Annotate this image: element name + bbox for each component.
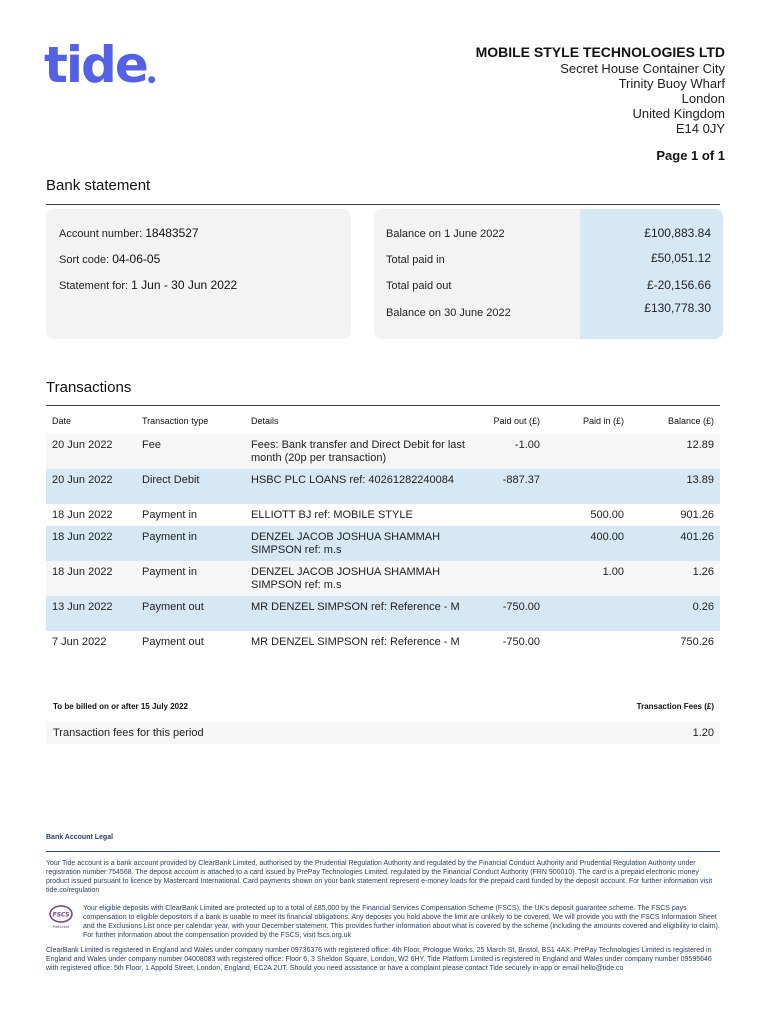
- cell-type: Payment in: [136, 526, 245, 561]
- cell-balance: 901.26: [680, 509, 714, 521]
- balance-label: Balance on 1 June 2022: [386, 228, 505, 240]
- company-name: MOBILE STYLE TECHNOLOGIES LTD: [475, 44, 725, 60]
- cell-paid-out: [471, 561, 546, 596]
- cell-date: 7 Jun 2022: [52, 636, 107, 648]
- cell-details: MR DENZEL SIMPSON ref: Reference - M: [251, 636, 460, 648]
- cell-date: 20 Jun 2022: [46, 469, 136, 504]
- cell-paid-in: [546, 434, 630, 469]
- cell-balance: 401.26: [630, 526, 720, 561]
- cell-details: HSBC PLC LOANS ref: 40261282240084: [245, 469, 471, 504]
- fees-column-label: Transaction Fees (£): [636, 702, 714, 711]
- cell-type: Fee: [136, 434, 245, 469]
- legal-divider: [46, 851, 720, 852]
- table-row: [46, 596, 720, 631]
- cell-balance: 0.26: [630, 596, 720, 631]
- fees-row-label: Transaction fees for this period: [53, 727, 204, 739]
- address-line: United Kingdom: [632, 106, 725, 121]
- cell-paid-out: -750.00: [471, 596, 546, 631]
- cell-paid-out: [471, 526, 546, 561]
- fscs-logo-sub: Protected: [52, 925, 70, 929]
- transactions-title: Transactions: [46, 379, 132, 396]
- balance-label: Balance on 30 June 2022: [386, 307, 511, 319]
- header-paid-in: Paid in (£): [582, 416, 624, 426]
- cell-type: Direct Debit: [136, 469, 245, 504]
- cell-date: 13 Jun 2022: [46, 596, 136, 631]
- balance-label: Total paid in: [386, 254, 445, 266]
- cell-date: 18 Jun 2022: [46, 526, 136, 561]
- address-line: Secret House Container City: [560, 61, 725, 76]
- bank-statement-title: Bank statement: [46, 177, 151, 194]
- cell-balance: 750.26: [680, 636, 714, 648]
- account-details-card: [46, 209, 351, 339]
- balance-summary-card: [374, 209, 723, 339]
- fees-billed-label: To be billed on or after 15 July 2022: [53, 702, 189, 711]
- cell-date: 20 Jun 2022: [46, 434, 136, 469]
- cell-details: MR DENZEL SIMPSON ref: Reference - M: [245, 596, 471, 631]
- cell-details: ELLIOTT BJ ref: MOBILE STYLE: [251, 509, 413, 521]
- sort-code-row: [59, 252, 160, 266]
- company-address-block: [476, 43, 725, 136]
- header-type: Transaction type: [142, 416, 209, 426]
- cell-type: Payment out: [142, 636, 204, 648]
- logo-text: tide: [44, 36, 147, 94]
- cell-date: 18 Jun 2022: [52, 509, 113, 521]
- cell-paid-out: -887.37: [471, 469, 546, 504]
- cell-balance: 12.89: [630, 434, 720, 469]
- fscs-protected-logo: [46, 904, 76, 930]
- legal-paragraph: Your eligible deposits with ClearBank Limited are protected up to a total of £85,000 by the Financial Services Compensation Scheme (FSCS), the UK's deposit guarantee scheme. The FSCS pays compensation to eligible depositors if a bank is unable to meet its financial obligations. Any deposits you hold above the limit are unlikely to be covered. We will provide you with the FSCS Information Sheet and the Exclusions List once per calendar year, with your December statement. This provides further information about what is covered by the scheme (including the amounts covered and eligibility to claim). For further information about the compensation provided by the FSCS, visit fscs.org.uk: [83, 905, 720, 939]
- statement-period-row: [59, 278, 237, 292]
- sort-code-label: Sort code:: [59, 254, 110, 266]
- cell-paid-out: -1.00: [471, 434, 546, 469]
- cell-type: Payment out: [136, 596, 245, 631]
- sort-code-value: 04-06-05: [112, 252, 161, 266]
- cell-paid-in: 500.00: [590, 509, 624, 521]
- balance-value: £-20,156.66: [646, 278, 711, 292]
- balance-label: Total paid out: [386, 280, 452, 292]
- page-number: Page 1 of 1: [656, 148, 725, 163]
- statement-period-label: Statement for:: [59, 280, 129, 292]
- section-divider: [46, 405, 720, 406]
- table-row: [46, 434, 720, 469]
- table-row: [46, 631, 720, 666]
- statement-period-value: 1 Jun - 30 Jun 2022: [131, 278, 238, 292]
- cell-balance: 1.26: [630, 561, 720, 596]
- account-number-label: Account number:: [59, 228, 143, 240]
- balance-value: £130,778.30: [644, 301, 711, 315]
- table-row: [46, 504, 720, 526]
- table-header-row: [46, 408, 720, 434]
- header-balance: Balance (£): [667, 416, 714, 426]
- cell-details: DENZEL JACOB JOSHUA SHAMMAH SIMPSON ref: m.s: [245, 526, 471, 561]
- header-paid-out: Paid out (£): [493, 416, 540, 426]
- logo-dot: ●: [147, 75, 156, 85]
- cell-paid-in: [546, 596, 630, 631]
- balance-value: £50,051.12: [650, 251, 711, 265]
- cell-paid-out: -750.00: [502, 636, 540, 648]
- header-details: Details: [251, 416, 279, 426]
- cell-type: Payment in: [142, 509, 198, 521]
- fees-row: [46, 722, 720, 744]
- legal-paragraph: ClearBank Limited is registered in England and Wales under company number 09736376 with registered office: 4th Floor, Prologue Works, 25 March St, Bristol, BS1 4AX. PrePay Technologies Limited is registered in England and Wales under company number 04008083 with registered office: Floor 6, 3 Sheldon Square, London, W2 6HY. Tide Platform Limited is registered in England and Wales under company number 09595646 with registered office: 5th Floor, 1 Appold Street, London, England, EC2A 2UT. Should you need assistance or have a complaint please contact Tide securely in-app or email hello@tide.co: [46, 947, 712, 972]
- header-date: Date: [52, 416, 72, 426]
- cell-date: 18 Jun 2022: [46, 561, 136, 596]
- transactions-table: [46, 408, 720, 666]
- cell-paid-in: [546, 469, 630, 504]
- cell-paid-in: [546, 631, 630, 666]
- cell-paid-in: 400.00: [546, 526, 630, 561]
- account-number-value: 18483527: [145, 226, 199, 240]
- table-row: [46, 526, 720, 561]
- cell-details: DENZEL JACOB JOSHUA SHAMMAH SIMPSON ref: m.s: [245, 561, 471, 596]
- legal-title: Bank Account Legal: [46, 834, 114, 841]
- address-line: Trinity Buoy Wharf: [618, 76, 725, 91]
- address-line: London: [681, 91, 725, 106]
- cell-balance: 13.89: [630, 469, 720, 504]
- cell-paid-out: [471, 504, 546, 526]
- tide-logo: [44, 36, 156, 105]
- legal-paragraph: Your Tide account is a bank account provided by ClearBank Limited, authorised by the Prudential Regulation Authority and regulated by the Financial Conduct Authority and Prudential Regulation Authority under registration number 754568. The deposit account is attached to a card issued by PrePay Technologies Limited, regulated by the Financial Conduct Authority (FRN 900010). The card is a prepaid electronic money product issued pursuant to licence by Mastercard International. Card payments shown on your bank statement represent e-money loads for the prepaid card funded by the deposit account. For further information visit tide.co/regulation: [46, 860, 713, 894]
- cell-paid-in: 1.00: [546, 561, 630, 596]
- balance-value: £100,883.84: [644, 226, 711, 240]
- cell-details: Fees: Bank transfer and Direct Debit for last month (20p per transaction): [245, 434, 471, 469]
- cell-type: Payment in: [136, 561, 245, 596]
- table-row: [46, 469, 720, 504]
- address-line: E14 0JY: [675, 121, 725, 136]
- fscs-logo-text: FSCS: [52, 911, 70, 919]
- table-row: [46, 561, 720, 596]
- section-divider: [46, 204, 720, 205]
- fees-row-value: 1.20: [692, 727, 714, 739]
- account-number-row: [59, 226, 199, 240]
